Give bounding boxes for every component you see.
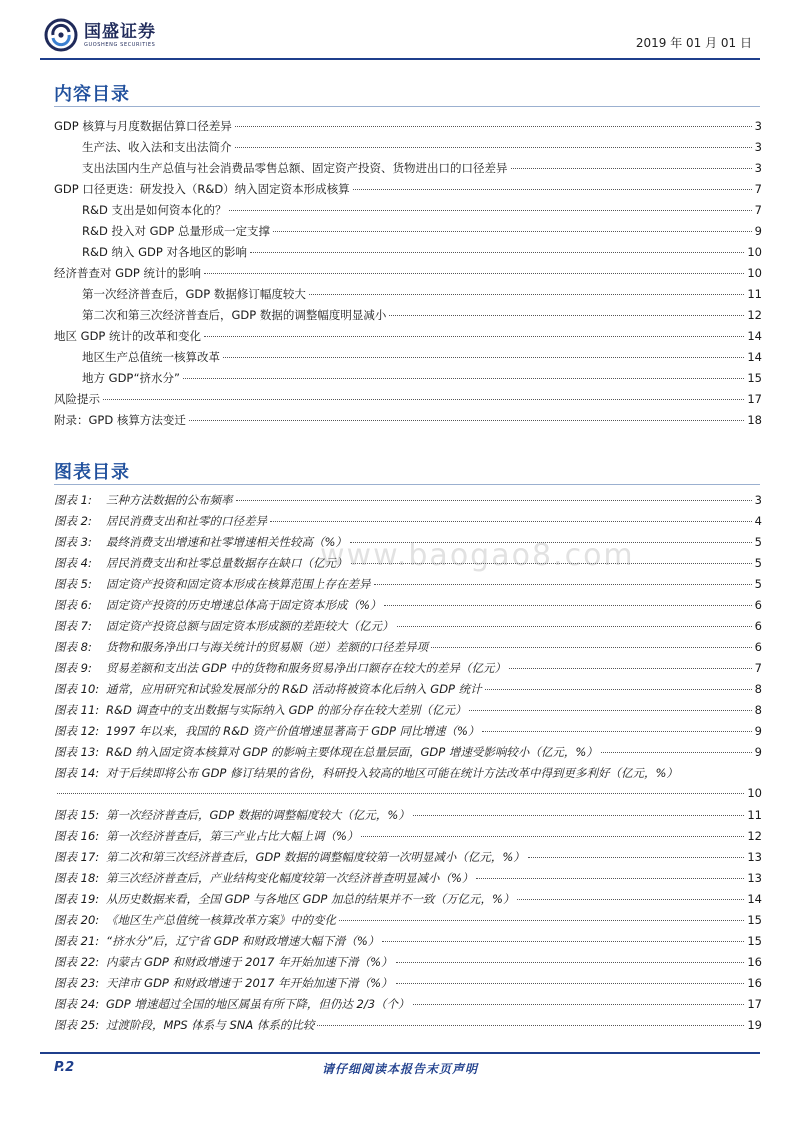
contents-entry-page: 18 [747,413,762,427]
company-logo [44,18,156,52]
figures-title: 图表目录 [54,462,130,483]
figure-entry-page: 13 [747,850,762,864]
figure-entry-label: 图表 3: [54,535,92,549]
dot-leader [509,668,752,669]
dot-leader [511,168,752,169]
figure-entry-page: 8 [754,703,762,717]
dot-leader [273,231,752,232]
figure-entry-label: 图表 16: [54,829,100,843]
figure-entry-title: 通常，应用研究和试验发展部分的 R&D 活动将被资本化后纳入 GDP 统计 [106,682,482,696]
figure-entry[interactable] [54,975,762,996]
figure-entry-label: 图表 25: [54,1018,100,1032]
figure-entry[interactable] [54,996,762,1017]
contents-title-divider [54,106,760,107]
figure-entry-page: 7 [754,661,762,675]
dot-leader [384,605,751,606]
contents-entry[interactable] [54,244,762,265]
figure-entry-title: 贸易差额和支出法 GDP 中的货物和服务贸易净出口额存在较大的差异（亿元） [106,661,507,675]
figure-entry[interactable] [54,576,762,597]
dot-leader [189,420,745,421]
page-header [0,0,800,62]
contents-entry-title: 附录：GPD 核算方法变迁 [54,413,186,427]
figure-entry-title: “挤水分”后，辽宁省 GDP 和财政增速大幅下滑（%） [106,934,380,948]
figure-entry-title: 固定资产投资的历史增速总体高于固定资本形成（%） [106,598,382,612]
contents-entry[interactable] [54,307,762,328]
dot-leader [353,189,752,190]
contents-entry-page: 10 [747,266,762,280]
figure-entry-page: 15 [747,913,762,927]
figure-entry-label: 图表 20: [54,913,100,927]
figure-entry[interactable] [54,681,762,702]
dot-leader [382,941,744,942]
contents-entry-title: 地区生产总值统一核算改革 [82,350,220,364]
dot-leader [413,815,745,816]
contents-entry[interactable] [54,223,762,244]
dot-leader [517,899,744,900]
contents-entry-title: 支出法国内生产总值与社会消费品零售总额、固定资产投资、货物进出口的口径差异 [82,161,508,175]
figure-entry-page: 16 [747,955,762,969]
dot-leader [270,521,752,522]
contents-list [54,118,762,433]
figure-entry[interactable] [54,933,762,954]
figure-entry-label: 图表 5: [54,577,92,591]
dot-leader [204,336,744,337]
figure-entry-label: 图表 2: [54,514,92,528]
figure-entry[interactable] [54,954,762,975]
contents-entry[interactable] [54,370,762,391]
dot-leader [250,252,744,253]
dot-leader [374,584,752,585]
figure-entry-title: 固定资产投资和固定资本形成在核算范围上存在差异 [106,577,371,591]
figure-entry-label: 图表 24: [54,997,100,1011]
figure-entry[interactable] [54,723,762,744]
contents-entry-page: 7 [754,203,762,217]
contents-entry[interactable] [54,202,762,223]
page-number: P.2 [54,1060,75,1075]
figure-entry-title: 最终消费支出增速和社零增速相关性较高（%） [106,535,347,549]
figure-entry-page: 5 [754,535,762,549]
figure-entry-title: 货物和服务净出口与海关统计的贸易顺（逆）差额的口径差异项 [106,640,428,654]
figures-list [54,492,762,1038]
figure-entry[interactable] [54,891,762,912]
figure-entry-page: 16 [747,976,762,990]
figure-entry-title: 天津市 GDP 和财政增速于 2017 年开始加速下滑（%） [106,976,393,990]
figure-entry-label: 图表 18: [54,871,100,885]
dot-leader [397,626,752,627]
dot-leader [396,983,745,984]
watermark: www.baogao8.com [320,538,635,573]
dot-leader [235,147,752,148]
figure-entry[interactable] [54,597,762,618]
dot-leader [431,647,752,648]
dot-leader [528,857,745,858]
contents-entry-page: 14 [747,350,762,364]
contents-entry-title: GDP 口径更迭：研发投入（R&D）纳入固定资本形成核算 [54,182,350,196]
figure-entry-title: 《地区生产总值统一核算改革方案》中的变化 [106,913,336,927]
footer-disclaimer: 请仔细阅读本报告末页声明 [321,1062,478,1076]
contents-entry[interactable] [54,139,762,160]
dot-leader [223,357,744,358]
figure-entry[interactable] [54,870,762,891]
figure-entry-page: 6 [754,619,762,633]
dot-leader [361,836,744,837]
footer-divider [40,1052,760,1054]
dot-leader [339,920,744,921]
figure-entry[interactable] [54,618,762,639]
figure-entry-page: 5 [754,556,762,570]
contents-entry[interactable] [54,181,762,202]
figure-entry-title: 居民消费支出和社零总量数据存在缺口（亿元） [106,556,348,570]
figure-entry-title: 对于后续即将公布 GDP 修订结果的省份，科研投入较高的地区可能在统计方法改革中得到更多利好（亿元，%） [106,766,678,780]
report-date: 2019 年 01 月 01 日 [635,36,752,50]
figure-entry-title: 三种方法数据的公布频率 [106,493,233,507]
dot-leader [235,126,752,127]
figure-entry-title: 固定资产投资总额与固定资本形成额的差距较大（亿元） [106,619,394,633]
figures-title-divider [54,484,760,485]
dot-leader [103,399,744,400]
header-divider [40,58,760,60]
figure-entry-label: 图表 10: [54,682,100,696]
contents-entry-title: R&D 支出是如何资本化的？ [82,203,227,217]
logo-english-name: GUOSHENG SECURITIES [84,41,156,48]
contents-entry-title: 生产法、收入法和支出法简介 [82,140,232,154]
figure-entry[interactable] [54,828,762,849]
logo-chinese-name: 国盛证券 [84,21,156,42]
figure-entry[interactable] [54,849,762,870]
figure-entry-page: 9 [754,724,762,738]
dot-leader [229,210,751,211]
contents-entry-page: 10 [747,245,762,259]
figure-entry-label: 图表 9: [54,661,92,675]
figure-entry[interactable] [54,744,762,765]
figure-entry-page: 11 [747,808,762,822]
contents-entry[interactable] [54,118,762,139]
dot-leader [476,878,744,879]
figure-entry[interactable] [54,660,762,681]
contents-entry-title: 第二次和第三次经济普查后，GDP 数据的调整幅度明显减小 [82,308,387,322]
contents-entry-page: 12 [747,308,762,322]
contents-entry-page: 9 [754,224,762,238]
figure-entry-page: 3 [754,493,762,507]
contents-entry[interactable] [54,265,762,286]
contents-entry-page: 17 [747,392,762,406]
figure-entry-page: 15 [747,934,762,948]
figure-entry-title: 居民消费支出和社零的口径差异 [106,514,267,528]
figure-entry-label: 图表 6: [54,598,92,612]
dot-leader [389,315,744,316]
figure-entry-title: 第一次经济普查后，GDP 数据的调整幅度较大（亿元，%） [106,808,410,822]
figure-entry-label: 图表 21: [54,934,100,948]
contents-entry-page: 15 [747,371,762,385]
contents-entry-page: 3 [754,161,762,175]
figure-entry-label: 图表 1: [54,493,92,507]
contents-entry-title: R&D 纳入 GDP 对各地区的影响 [82,245,247,259]
dot-leader [601,752,752,753]
contents-entry[interactable] [54,412,762,433]
figure-entry-title: 第三次经济普查后，产业结构变化幅度较第一次经济普查明显减小（%） [106,871,474,885]
dot-leader [183,378,744,379]
figure-entry-label: 图表 8: [54,640,92,654]
contents-entry-page: 11 [747,287,762,301]
figure-entry-title: 过渡阶段，MPS 体系与 SNA 体系的比较 [106,1018,315,1032]
figure-entry-title: 内蒙古 GDP 和财政增速于 2017 年开始加速下滑（%） [106,955,393,969]
figure-entry-page: 4 [754,514,762,528]
contents-entry-title: 经济普查对 GDP 统计的影响 [54,266,202,280]
dot-leader [57,793,744,794]
figure-entry[interactable] [54,912,762,933]
contents-title: 内容目录 [54,84,130,105]
figure-entry-label: 图表 11: [54,703,100,717]
figure-entry-page: 5 [754,577,762,591]
dot-leader [469,710,751,711]
figure-entry-label: 图表 7: [54,619,92,633]
contents-entry[interactable] [54,349,762,370]
contents-entry-title: 风险提示 [54,392,100,406]
contents-entry-title: GDP 核算与月度数据估算口径差异 [54,119,232,133]
figure-entry-title: 第二次和第三次经济普查后，GDP 数据的调整幅度较第一次明显减小（亿元，%） [106,850,525,864]
contents-entry-page: 14 [747,329,762,343]
figure-entry-title: 1997 年以来，我国的 R&D 资产价值增速显著高于 GDP 同比增速（%） [106,724,480,738]
dot-leader [482,731,751,732]
contents-entry-page: 3 [754,119,762,133]
contents-entry-page: 3 [754,140,762,154]
contents-entry-title: 地方 GDP“挤水分” [82,371,180,385]
dot-leader [317,1025,744,1026]
figure-entry-page: 12 [747,829,762,843]
dot-leader [236,500,752,501]
figure-entry-label: 图表 17: [54,850,100,864]
figure-entry-page: 19 [747,1018,762,1032]
contents-entry-title: 第一次经济普查后，GDP 数据修订幅度较大 [82,287,306,301]
dot-leader [485,689,752,690]
dot-leader [396,962,745,963]
contents-entry[interactable] [54,160,762,181]
figure-entry-page: 10 [747,786,762,800]
dot-leader [309,294,745,295]
figure-entry[interactable] [54,492,762,513]
figure-entry-label: 图表 22: [54,955,100,969]
contents-entry[interactable] [54,328,762,349]
figure-entry-title: 从历史数据来看，全国 GDP 与各地区 GDP 加总的结果并不一致（万亿元，%） [106,892,515,906]
figure-entry-label: 图表 23: [54,976,100,990]
figure-entry-label: 图表 12: [54,724,100,738]
figure-entry-title: R&D 调查中的支出数据与实际纳入 GDP 的部分存在较大差别（亿元） [106,703,467,717]
figure-entry-title: R&D 纳入固定资本核算对 GDP 的影响主要体现在总量层面，GDP 增速受影响较小（亿元，%） [106,745,598,759]
figure-entry-title: GDP 增速超过全国的地区属虽有所下降，但仍达 2/3（个） [106,997,410,1011]
contents-entry-title: 地区 GDP 统计的改革和变化 [54,329,202,343]
dot-leader [413,1004,745,1005]
figure-entry-label: 图表 13: [54,745,100,759]
figure-entry-label: 图表 14: [54,766,100,780]
figure-entry-page: 13 [747,871,762,885]
figure-entry-title: 第一次经济普查后，第三产业占比大幅上调（%） [106,829,359,843]
figure-entry-label: 图表 15: [54,808,100,822]
figure-entry-label: 图表 19: [54,892,100,906]
figure-entry-page: 17 [747,997,762,1011]
figure-entry-page: 9 [754,745,762,759]
figure-entry-page: 8 [754,682,762,696]
figure-entry-page: 14 [747,892,762,906]
figure-entry[interactable] [54,807,762,828]
logo-mark-icon [44,18,78,52]
figure-entry[interactable] [54,1017,762,1038]
contents-entry[interactable] [54,286,762,307]
figure-entry-label: 图表 4: [54,556,92,570]
contents-entry-title: R&D 投入对 GDP 总量形成一定支撑 [82,224,270,238]
contents-entry[interactable] [54,391,762,412]
contents-entry-page: 7 [754,182,762,196]
figure-entry-page: 6 [754,598,762,612]
figure-entry[interactable] [54,702,762,723]
figure-entry-page: 6 [754,640,762,654]
figure-entry[interactable] [54,513,762,534]
dot-leader [204,273,744,274]
figure-entry[interactable] [54,765,762,807]
figure-entry[interactable] [54,639,762,660]
